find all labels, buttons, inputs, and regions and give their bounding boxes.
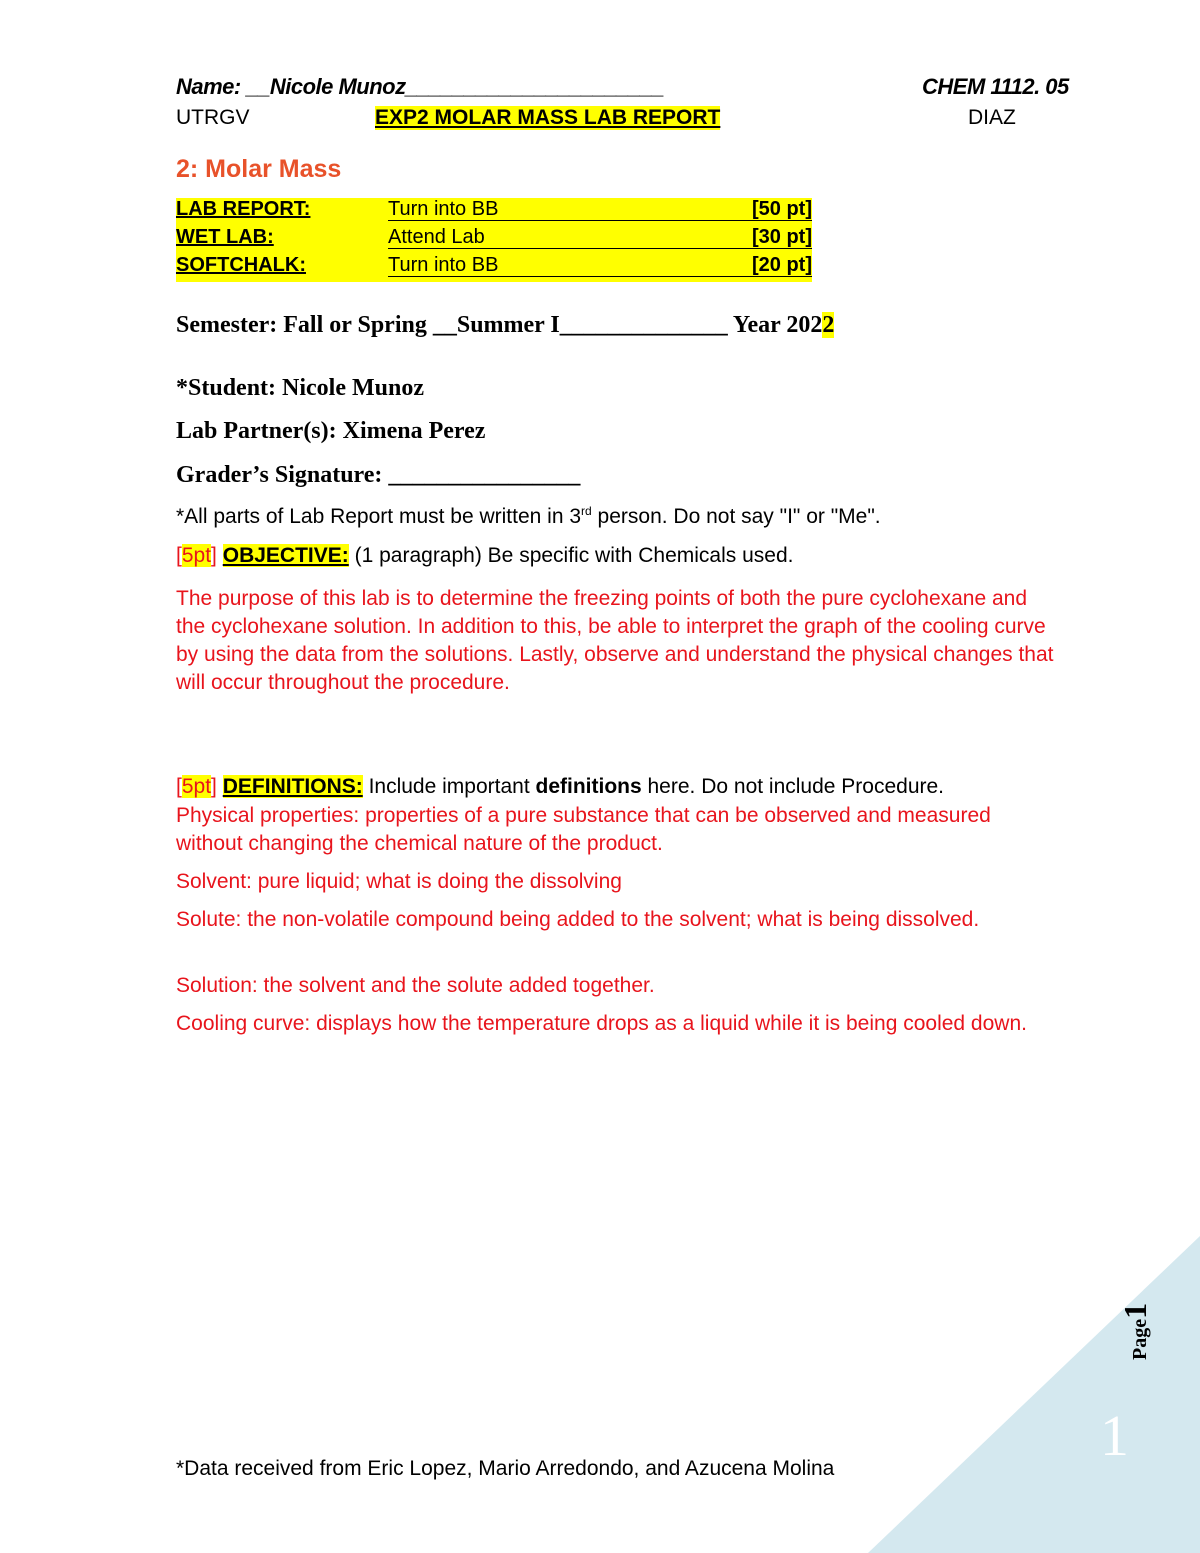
grading-task: Turn into BB bbox=[388, 198, 499, 220]
data-source-footnote: *Data received from Eric Lopez, Mario Arredondo, and Azucena Molina bbox=[176, 1457, 835, 1480]
year-last-digit: 2 bbox=[822, 312, 835, 338]
objective-label: OBJECTIVE: bbox=[222, 544, 349, 567]
definitions-label: DEFINITIONS: bbox=[222, 775, 363, 798]
grading-row bbox=[176, 254, 812, 282]
objective-points-close: ] bbox=[211, 544, 217, 567]
objective-text: The purpose of this lab is to determine the freezing points of both the pure cyclohexane and the cyclohexane solution. In addition to this, be able to interpret the graph of the cooling curve by using the data from the solutions. Lastly, observe and understand the physical changes that will occur throughout the procedure. bbox=[176, 587, 1054, 694]
grading-item: WET LAB: bbox=[176, 226, 274, 248]
definitions-heading bbox=[176, 775, 944, 799]
grading-item: LAB REPORT: bbox=[176, 198, 311, 220]
definitions-points-open: [ bbox=[176, 775, 182, 798]
definitions-points: 5pt bbox=[181, 775, 212, 798]
student-line: *Student: Nicole Munoz bbox=[176, 375, 424, 401]
grading-points: [30 pt] bbox=[752, 226, 812, 248]
grading-row bbox=[176, 226, 812, 254]
objective-points: 5pt bbox=[181, 544, 212, 567]
objective-points-open: [ bbox=[176, 544, 182, 567]
definitions-instruction-a: Include important bbox=[362, 775, 536, 798]
page-number: 1 bbox=[1117, 1302, 1153, 1319]
grading-points: [50 pt] bbox=[752, 198, 812, 220]
name-blank: ______________________ bbox=[405, 74, 664, 99]
school-name: UTRGV bbox=[176, 106, 250, 129]
note-text: *All parts of Lab Report must be written in 3 bbox=[176, 505, 582, 528]
instructor-name: DIAZ bbox=[968, 106, 1016, 129]
semester-text: Semester: Fall or Spring __Summer I______________ Year 202 bbox=[176, 312, 823, 338]
page-number-large: 1 bbox=[1100, 1403, 1129, 1468]
grading-task: Attend Lab bbox=[388, 226, 485, 248]
grading-table bbox=[176, 198, 812, 282]
page-word: Page bbox=[1129, 1318, 1151, 1360]
objective-heading bbox=[176, 544, 793, 568]
definition-physical-properties: Physical properties: properties of a pure substance that can be observed and measured without changing the chemical nature of the product. bbox=[176, 804, 991, 855]
name-label: Name: __ bbox=[176, 74, 270, 99]
grading-item: SOFTCHALK: bbox=[176, 254, 306, 276]
lab-partners-line: Lab Partner(s): Ximena Perez bbox=[176, 418, 486, 444]
course-code: CHEM 1112. 05 bbox=[922, 74, 1069, 99]
grading-row bbox=[176, 198, 812, 226]
definitions-instruction-b: here. Do not include Procedure. bbox=[641, 775, 945, 798]
grader-signature-line: Grader’s Signature: ________________ bbox=[176, 462, 581, 488]
writing-instruction-note bbox=[176, 504, 881, 529]
definition-cooling-curve: Cooling curve: displays how the temperature drops as a liquid while it is being cooled down. bbox=[176, 1012, 1027, 1035]
definitions-points-close: ] bbox=[211, 775, 217, 798]
definition-solvent: Solvent: pure liquid; what is doing the dissolving bbox=[176, 870, 622, 893]
definition-solute: Solute: the non-volatile compound being added to the solvent; what is being dissolved. bbox=[176, 908, 980, 931]
page-number-label bbox=[1117, 1303, 1154, 1360]
semester-line bbox=[176, 312, 834, 339]
report-title: EXP2 MOLAR MASS LAB REPORT bbox=[375, 106, 721, 129]
grading-points: [20 pt] bbox=[752, 254, 812, 276]
grading-task: Turn into BB bbox=[388, 254, 499, 276]
note-text-end: person. Do not say "I" or "Me". bbox=[591, 505, 881, 528]
student-name-field bbox=[176, 74, 664, 100]
objective-instruction: (1 paragraph) Be specific with Chemicals used. bbox=[348, 544, 794, 567]
definitions-instruction-bold: definitions bbox=[535, 775, 642, 798]
name-value: Nicole Munoz bbox=[269, 74, 406, 99]
section-title: 2: Molar Mass bbox=[176, 155, 342, 183]
definition-solution: Solution: the solvent and the solute added together. bbox=[176, 974, 655, 997]
note-superscript: rd bbox=[581, 504, 592, 518]
